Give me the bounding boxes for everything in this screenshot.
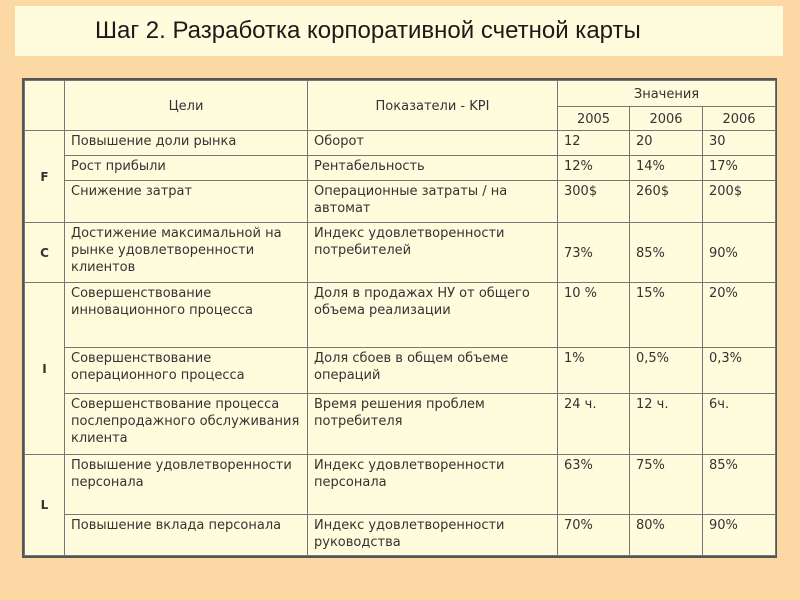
header-year: 2005 — [558, 107, 630, 131]
value-cell: 0,3% — [703, 348, 776, 394]
goal-cell: Совершенствование операционного процесса — [65, 348, 308, 394]
header-year: 2006 — [703, 107, 776, 131]
table-row — [25, 283, 776, 348]
value-cell: 10 % — [558, 283, 630, 348]
perspective-code-l: L — [25, 455, 65, 556]
value-cell: 75% — [630, 455, 703, 515]
table-row — [25, 156, 776, 181]
kpi-cell: Индекс удовлетворенности потребителей — [308, 223, 558, 283]
table-row — [25, 394, 776, 455]
header-values: Значения — [558, 81, 776, 107]
value-cell: 80% — [630, 515, 703, 556]
kpi-cell: Доля в продажах НУ от общего объема реализации — [308, 283, 558, 348]
table-row — [25, 223, 776, 283]
perspective-code-i: I — [25, 283, 65, 455]
scorecard-table-container — [22, 78, 777, 558]
value-cell: 90% — [703, 515, 776, 556]
value-cell: 12 ч. — [630, 394, 703, 455]
goal-cell: Снижение затрат — [65, 181, 308, 223]
value-cell: 73% — [558, 223, 630, 283]
value-cell: 30 — [703, 131, 776, 156]
table-row — [25, 455, 776, 515]
value-cell: 6ч. — [703, 394, 776, 455]
value-cell: 12% — [558, 156, 630, 181]
page-title: Шаг 2. Разработка корпоративной счетной карты — [95, 17, 641, 44]
perspective-code-f: F — [25, 131, 65, 223]
table-row — [25, 515, 776, 556]
goal-cell: Совершенствование инновационного процесса — [65, 283, 308, 348]
value-cell: 12 — [558, 131, 630, 156]
perspective-code-c: C — [25, 223, 65, 283]
value-cell: 15% — [630, 283, 703, 348]
goal-cell: Повышение удовлетворенности персонала — [65, 455, 308, 515]
header-year: 2006 — [630, 107, 703, 131]
title-banner — [15, 6, 783, 56]
kpi-cell: Время решения проблем потребителя — [308, 394, 558, 455]
value-cell: 260$ — [630, 181, 703, 223]
table-row — [25, 131, 776, 156]
kpi-cell: Оборот — [308, 131, 558, 156]
value-cell: 63% — [558, 455, 630, 515]
table-row — [25, 348, 776, 394]
header-kpi: Показатели - KPI — [308, 81, 558, 131]
value-cell: 17% — [703, 156, 776, 181]
value-cell: 90% — [703, 223, 776, 283]
value-cell: 200$ — [703, 181, 776, 223]
goal-cell: Совершенствование процесса послепродажного обслуживания клиента — [65, 394, 308, 455]
header-goals: Цели — [65, 81, 308, 131]
value-cell: 24 ч. — [558, 394, 630, 455]
value-cell: 70% — [558, 515, 630, 556]
value-cell: 20% — [703, 283, 776, 348]
table-row — [25, 181, 776, 223]
value-cell: 0,5% — [630, 348, 703, 394]
value-cell: 14% — [630, 156, 703, 181]
kpi-cell: Доля сбоев в общем объеме операций — [308, 348, 558, 394]
kpi-cell: Индекс удовлетворенности персонала — [308, 455, 558, 515]
value-cell: 1% — [558, 348, 630, 394]
value-cell: 85% — [703, 455, 776, 515]
value-cell: 85% — [630, 223, 703, 283]
header-corner — [25, 81, 65, 131]
value-cell: 20 — [630, 131, 703, 156]
goal-cell: Достижение максимальной на рынке удовлетворенности клиентов — [65, 223, 308, 283]
goal-cell: Рост прибыли — [65, 156, 308, 181]
kpi-cell: Рентабельность — [308, 156, 558, 181]
value-cell: 300$ — [558, 181, 630, 223]
scorecard-table — [24, 80, 776, 556]
goal-cell: Повышение доли рынка — [65, 131, 308, 156]
kpi-cell: Операционные затраты / на автомат — [308, 181, 558, 223]
kpi-cell: Индекс удовлетворенности руководства — [308, 515, 558, 556]
goal-cell: Повышение вклада персонала — [65, 515, 308, 556]
